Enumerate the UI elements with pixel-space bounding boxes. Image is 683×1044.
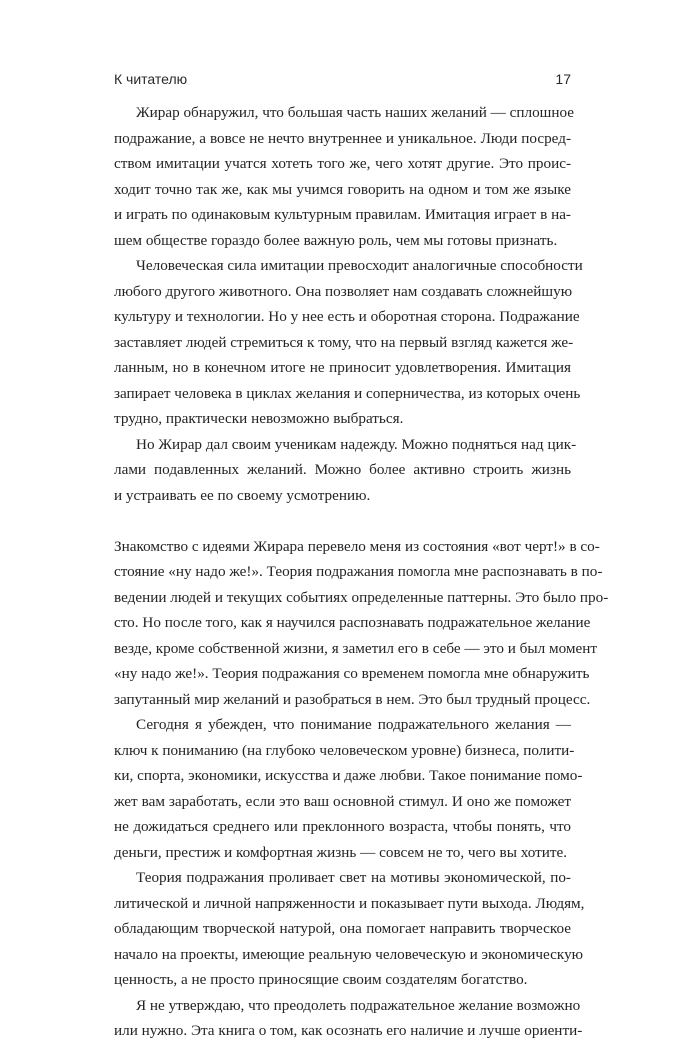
text-line: культуру и технологии. Но у нее есть и оборотная сторона. Подражание (114, 308, 580, 325)
paragraph (114, 993, 583, 1044)
text-line: запирает человека в циклах желания и соперничества, из которых очень (114, 384, 581, 402)
paragraph (114, 712, 583, 865)
paragraph (114, 432, 577, 509)
running-head (114, 71, 571, 93)
text-line: шем обществе гораздо более важную роль, чем мы готовы признать. (114, 231, 558, 249)
text-line: начало на проекты, имеющие реальную человеческую и экономическую (114, 945, 584, 963)
text-line: деньги, престиж и комфортная жизнь — совсем не то, чего вы хотите. (114, 843, 568, 861)
text-line: сто. Но после того, как я научился распознавать подражательное желание (114, 614, 591, 631)
text-line: и играть по одинаковым культурным правилам. Имитация играет в на- (114, 206, 571, 223)
text-line: ством имитации учатся хотеть того же, чего хотят другие. Это проис- (114, 155, 571, 172)
text-line: «ну надо же!». Теория подражания со временем помогла мне обнаружить (114, 665, 590, 682)
text-line: лами подавленных желаний. Можно более активно строить жизнь (114, 461, 571, 478)
text-line: Сегодня я убежден, что понимание подражательного желания — (136, 716, 571, 733)
body-text (114, 100, 609, 1044)
text-line: Человеческая сила имитации превосходит аналогичные способности (136, 257, 583, 274)
text-line: трудно, практически невозможно выбраться. (114, 410, 404, 427)
text-line: литической и личной напряженности и показывает пути выхода. Людям, (114, 894, 585, 912)
text-line: запутанный мир желаний и разобраться в нем. Это был трудный процесс. (114, 690, 591, 708)
text-line: жет вам заработать, если это ваш основной стимул. И оно же поможет (114, 792, 571, 810)
text-line: ключ к пониманию (на глубоко человеческом уровне) бизнеса, полити- (114, 741, 575, 759)
paragraph (114, 253, 583, 432)
text-line: ходит точно так же, как мы учимся говорить на одном и том же языке (114, 180, 571, 198)
text-line: Знакомство с идеями Жирара перевело меня из состояния «вот черт!» в со- (114, 537, 600, 555)
text-line: ценность, а не просто приносящие своим создателям богатство. (114, 971, 528, 988)
text-line: не дожидаться среднего или преклонного возраста, чтобы понять, что (114, 818, 571, 835)
text-line: Теория подражания проливает свет на мотивы экономической, по- (136, 869, 571, 886)
paragraph (114, 865, 585, 993)
text-line: стояние «ну надо же!». Теория подражания помогла мне распознавать в по- (114, 563, 603, 580)
text-line: обладающим творческой натурой, она помогает направить творческое (114, 920, 571, 937)
section-title: К читателю (114, 71, 188, 87)
text-line: Жирар обнаружил, что большая часть наших желаний — сплошное (136, 104, 575, 121)
text-line: Я не утверждаю, что преодолеть подражательное желание возможно (136, 996, 581, 1014)
text-line: Но Жирар дал своим ученикам надежду. Можно подняться над цик- (136, 435, 577, 453)
text-line: ки, спорта, экономики, искусства и даже любви. Такое понимание помо- (114, 767, 583, 784)
text-line: везде, кроме собственной жизни, я заметил его в себе — это и был момент (114, 639, 598, 657)
text-line: ланным, но в конечном итоге не приносит удовлетворения. Имитация (114, 359, 571, 376)
page-number: 17 (555, 71, 571, 87)
paragraph (114, 100, 575, 253)
text-line: и устраивать ее по своему усмотрению. (114, 486, 371, 504)
paragraph (114, 534, 609, 713)
section-break (114, 508, 571, 534)
text-line: заставляет людей стремиться к тому, что на первый взгляд кажется же- (114, 333, 574, 351)
text-line: или нужно. Эта книга о том, как осознать его наличие и лучше ориенти- (114, 1022, 583, 1039)
text-line: подражание, а вовсе не нечто внутреннее и уникальное. Люди посред- (114, 129, 571, 147)
text-line: ведении людей и текущих событиях определенные паттерны. Это было про- (114, 588, 609, 606)
text-line: любого другого животного. Она позволяет нам создавать сложнейшую (114, 282, 573, 300)
